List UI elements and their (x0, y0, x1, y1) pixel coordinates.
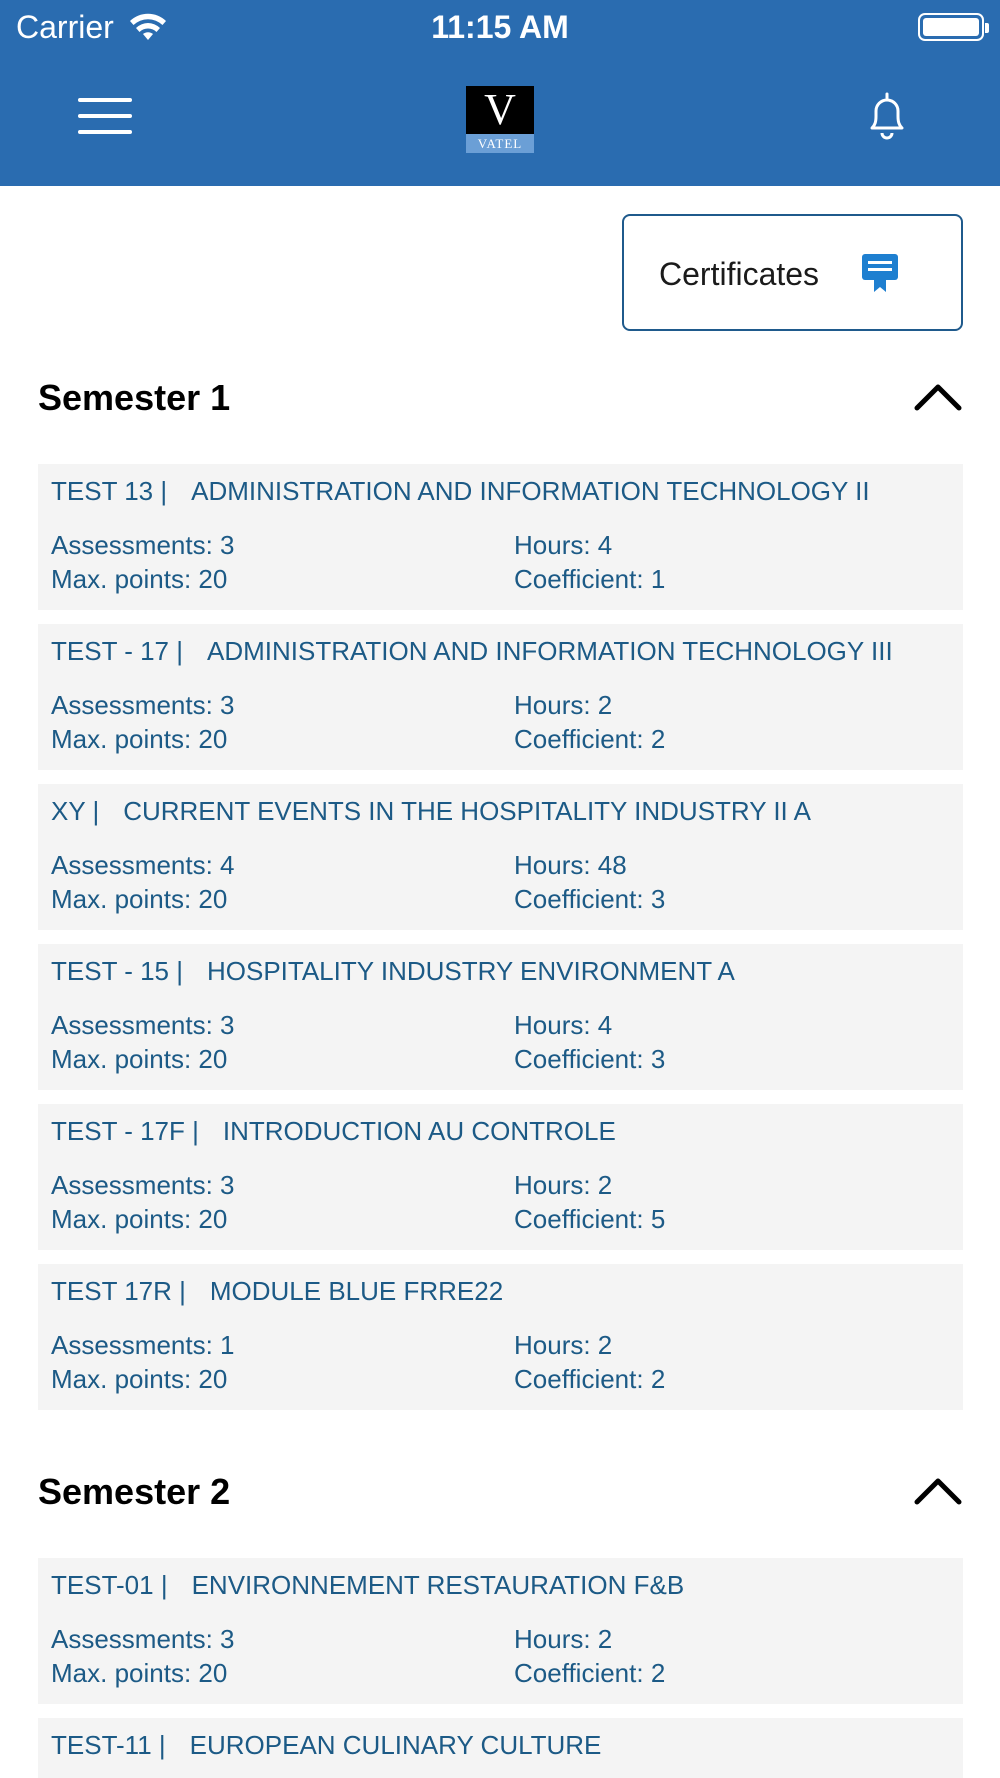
hours-value: Hours: 48 (514, 850, 627, 880)
certificates-label: Certificates (659, 256, 820, 292)
course-name: ADMINISTRATION AND INFORMATION TECHNOLOGY II (191, 476, 870, 506)
battery-icon (918, 13, 984, 41)
max-points-value: Max. points: 20 (51, 724, 228, 754)
logo-text: VATEL (466, 134, 534, 153)
course-code: TEST - 17 | (51, 636, 183, 666)
course-card[interactable] (38, 944, 963, 1090)
hours-value: Hours: 2 (514, 1330, 613, 1360)
semester-title: Semester 1 (38, 377, 231, 418)
hours-value: Hours: 2 (514, 1170, 613, 1200)
hours-value: Hours: 2 (514, 1624, 613, 1654)
coefficient-value: Coefficient: 3 (514, 884, 666, 914)
assessments-count: Assessments: 3 (51, 1170, 235, 1200)
course-name: ADMINISTRATION AND INFORMATION TECHNOLOGY III (206, 636, 893, 666)
course-name: CURRENT EVENTS IN THE HOSPITALITY INDUSTRY II A (123, 796, 811, 826)
chevron-up-icon[interactable] (913, 380, 963, 412)
assessments-count: Assessments: 3 (51, 1624, 235, 1654)
semester-2-header[interactable] (38, 1462, 963, 1522)
coefficient-value: Coefficient: 2 (514, 1364, 666, 1394)
course-card[interactable] (38, 1104, 963, 1250)
status-bar (0, 0, 1000, 56)
course-code: TEST - 17F | (51, 1116, 199, 1146)
course-code: TEST 13 | (51, 476, 168, 506)
coefficient-value: Coefficient: 2 (514, 724, 666, 754)
coefficient-value: Coefficient: 2 (514, 1658, 666, 1688)
assessments-count: Assessments: 3 (51, 690, 235, 720)
course-code: XY | (51, 796, 100, 826)
max-points-value: Max. points: 20 (51, 884, 228, 914)
logo-letter: V (484, 85, 516, 134)
vatel-logo (466, 86, 534, 153)
course-card[interactable] (38, 1264, 963, 1410)
course-code: TEST - 15 | (51, 956, 183, 986)
max-points-value: Max. points: 20 (51, 1204, 228, 1234)
coefficient-value: Coefficient: 3 (514, 1044, 666, 1074)
certificates-button[interactable] (622, 214, 963, 331)
status-time: 11:15 AM (431, 9, 569, 45)
course-card[interactable] (38, 624, 963, 770)
course-name: ENVIRONNEMENT RESTAURATION F&B (191, 1570, 685, 1600)
assessments-count: Assessments: 3 (51, 1010, 235, 1040)
course-name: HOSPITALITY INDUSTRY ENVIRONMENT A (206, 956, 735, 986)
course-name: EUROPEAN CULINARY CULTURE (189, 1730, 602, 1760)
hamburger-menu-icon[interactable] (78, 98, 132, 134)
course-card[interactable] (38, 1558, 963, 1704)
carrier-label: Carrier (16, 9, 114, 45)
max-points-value: Max. points: 20 (51, 1658, 228, 1688)
hours-value: Hours: 4 (514, 530, 613, 560)
assessments-count: Assessments: 3 (51, 530, 235, 560)
chevron-up-icon[interactable] (913, 1474, 963, 1506)
semester-title: Semester 2 (38, 1471, 231, 1512)
hours-value: Hours: 2 (514, 690, 613, 720)
course-name: INTRODUCTION AU CONTROLE (222, 1116, 616, 1146)
max-points-value: Max. points: 20 (51, 1044, 228, 1074)
certificate-icon (860, 252, 900, 294)
max-points-value: Max. points: 20 (51, 1364, 228, 1394)
hours-value: Hours: 4 (514, 1010, 613, 1040)
course-card[interactable] (38, 1718, 963, 1778)
coefficient-value: Coefficient: 1 (514, 564, 666, 594)
course-name: MODULE BLUE FRRE22 (209, 1276, 504, 1306)
course-code: TEST-01 | (51, 1570, 168, 1600)
course-code: TEST 17R | (51, 1276, 186, 1306)
assessments-count: Assessments: 4 (51, 850, 235, 880)
assessments-count: Assessments: 1 (51, 1330, 235, 1360)
coefficient-value: Coefficient: 5 (514, 1204, 666, 1234)
max-points-value: Max. points: 20 (51, 564, 228, 594)
semester-1-header[interactable] (38, 368, 963, 428)
course-card[interactable] (38, 784, 963, 930)
app-header (0, 0, 1000, 186)
course-code: TEST-11 | (51, 1730, 166, 1760)
bell-icon[interactable] (862, 90, 912, 142)
course-card[interactable] (38, 464, 963, 610)
